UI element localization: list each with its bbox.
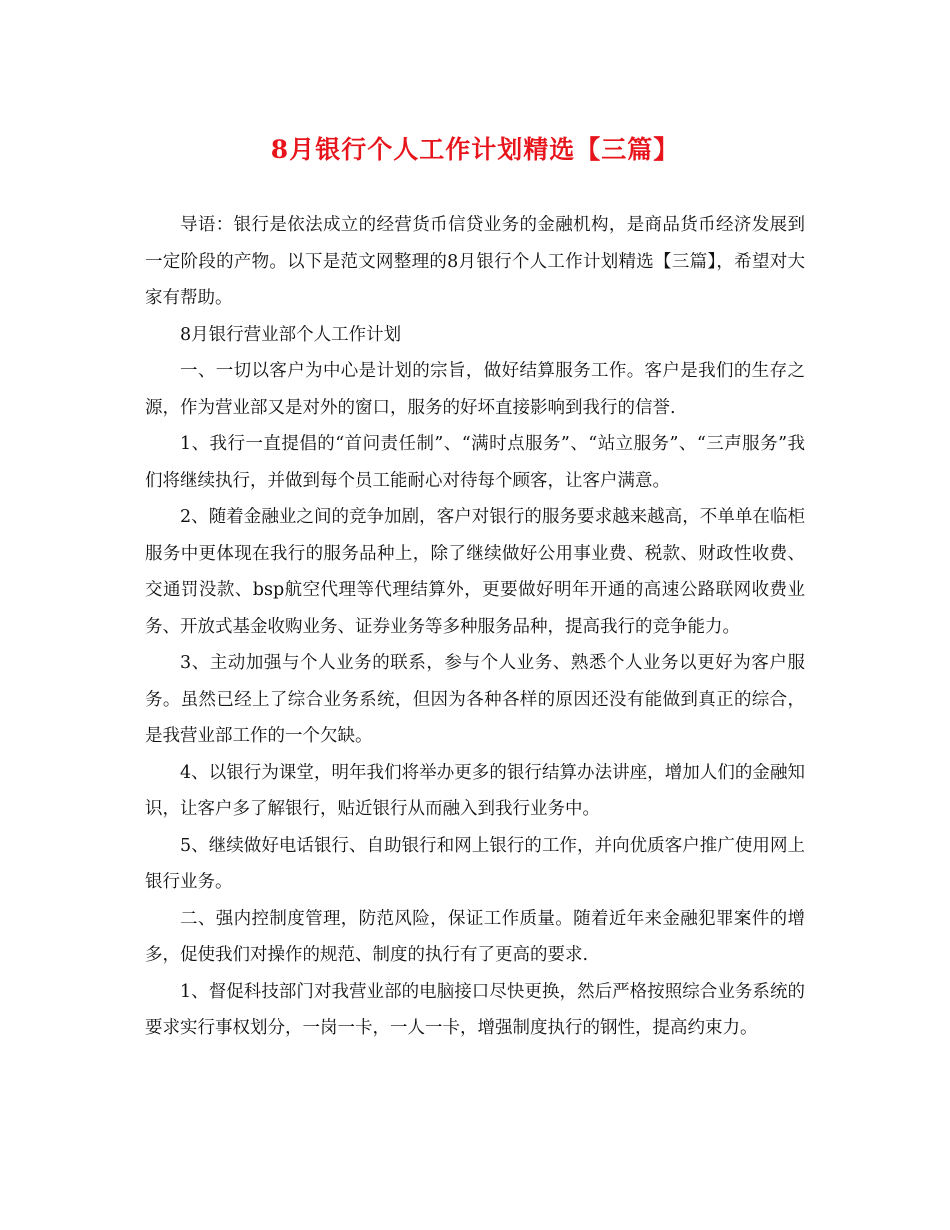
paragraph: 2、随着金融业之间的竞争加剧，客户对银行的服务要求越来越高，不单单在临柜服务中更体现在我行的服务品种上，除了继续做好公用事业费、税款、财政性收费、交通罚没款、bsp航空代理等代理结算外，更要做好明年开通的高速公路联网收费业务、开放式基金收购业务、证券业务等多种服务品种，提高我行的竞争能力。 — [145, 507, 805, 637]
paragraph: 二、强内控制度管理，防范风险，保证工作质量。随着近年来金融犯罪案件的增多，促使我们对操作的规范、制度的执行有了更高的要求. — [145, 908, 805, 965]
paragraph: 3、主动加强与个人业务的联系，参与个人业务、熟悉个人业务以更好为客户服务。虽然已经上了综合业务系统，但因为各种各样的原因还没有能做到真正的综合，是我营业部工作的一个欠缺。 — [145, 653, 805, 746]
paragraph-intro: 导语：银行是依法成立的经营货币信贷业务的金融机构，是商品货币经济发展到一定阶段的产物。以下是范文网整理的8月银行个人工作计划精选【三篇】，希望对大家有帮助。 — [145, 215, 805, 308]
document-body — [145, 207, 805, 1047]
paragraph-section-heading: 8月银行营业部个人工作计划 — [180, 324, 402, 345]
paragraph: 一、一切以客户为中心是计划的宗旨，做好结算服务工作。客户是我们的生存之源，作为营业部又是对外的窗口，服务的好坏直接影响到我行的信誉. — [145, 361, 805, 418]
paragraph: 1、督促科技部门对我营业部的电脑接口尽快更换，然后严格按照综合业务系统的要求实行事权划分，一岗一卡，一人一卡，增强制度执行的钢性，提高约束力。 — [145, 981, 805, 1038]
paragraph: 5、继续做好电话银行、自助银行和网上银行的工作，并向优质客户推广使用网上银行业务。 — [145, 835, 805, 892]
document-title: 8月银行个人工作计划精选【三篇】 — [270, 135, 680, 164]
paragraph: 4、以银行为课堂，明年我们将举办更多的银行结算办法讲座，增加人们的金融知识，让客户多了解银行，贴近银行从而融入到我行业务中。 — [145, 762, 805, 819]
paragraph: 1、我行一直提倡的“首问责任制”、“满时点服务”、“站立服务”、“三声服务”我们将继续执行，并做到每个员工能耐心对待每个顾客，让客户满意。 — [145, 434, 805, 491]
